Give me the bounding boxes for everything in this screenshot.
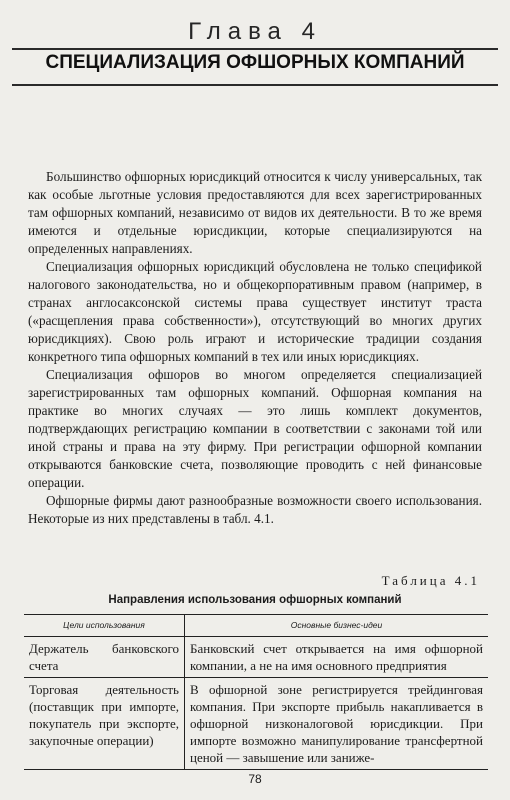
table-row: [24, 637, 488, 678]
table-cell: В офшорной зоне регистрируется трейдинговая компания. При экспорте прибыль накапливается в офшорной низконалоговой юрисдикции. При импорте возможно манипулирование трансфертной ценой — завышение или заниже-: [185, 678, 489, 770]
column-header: Цели использования: [24, 615, 185, 637]
usage-table: [24, 614, 488, 770]
title-rule-bottom: [12, 84, 498, 86]
table-title: Направления использования офшорных компаний: [108, 594, 402, 606]
paragraph: Большинство офшорных юрисдикций относится к числу универсальных, так как особые льготные условия предоставляются для всех зарегистрированных там офшорных компаний, независимо от видов их деятельности. В то же время имеются и отдельные юрисдикции, которые специализируются на определенных направлениях.: [28, 169, 482, 256]
table-cell: Банковский счет открывается на имя офшорной компании, а не на имя основного предприятия: [185, 637, 489, 678]
chapter-heading: Глава 4: [188, 18, 322, 45]
paragraph: Специализация офшорных юрисдикций обусловлена не только спецификой налогового законодательства, но и общекорпоративным правом (например, в странах англосаксонской системы права существует институт траста («расщепления права собственности»), отсутствующий во многих других юрисдикциях). Свою роль играют и исторические традиции создания конкретного типа офшорных компаний в тех или иных юрисдикциях.: [28, 259, 482, 364]
table-cell: Торговая деятельность (поставщик при импорте, покупатель при экспорте, закупочные операции): [24, 678, 185, 770]
body-text: [28, 168, 482, 528]
chapter-title: СПЕЦИАЛИЗАЦИЯ ОФШОРНЫХ КОМПАНИЙ: [45, 52, 465, 73]
page-number: 78: [248, 772, 262, 786]
title-rule-top: [12, 48, 498, 50]
column-header: Основные бизнес-идеи: [185, 615, 489, 637]
table-header-row: [24, 615, 488, 637]
table-row: [24, 678, 488, 770]
paragraph: Офшорные фирмы дают разнообразные возможности своего использования. Некоторые из них представлены в табл. 4.1.: [28, 493, 482, 526]
paragraph: Специализация офшоров во многом определяется специализацией зарегистрированных там офшорных компаний. Офшорная компания на практике во многих случаях — это лишь комплект документов, подтверждающих регистрацию компании в соответствии с законами той или иной страны и права на эту фирму. При регистрации офшорной компании открываются банковские счета, позволяющие проводить с ней финансовые операции.: [28, 367, 482, 490]
table-cell: Держатель банковского счета: [24, 637, 185, 678]
table-number: Таблица 4.1: [381, 573, 480, 588]
